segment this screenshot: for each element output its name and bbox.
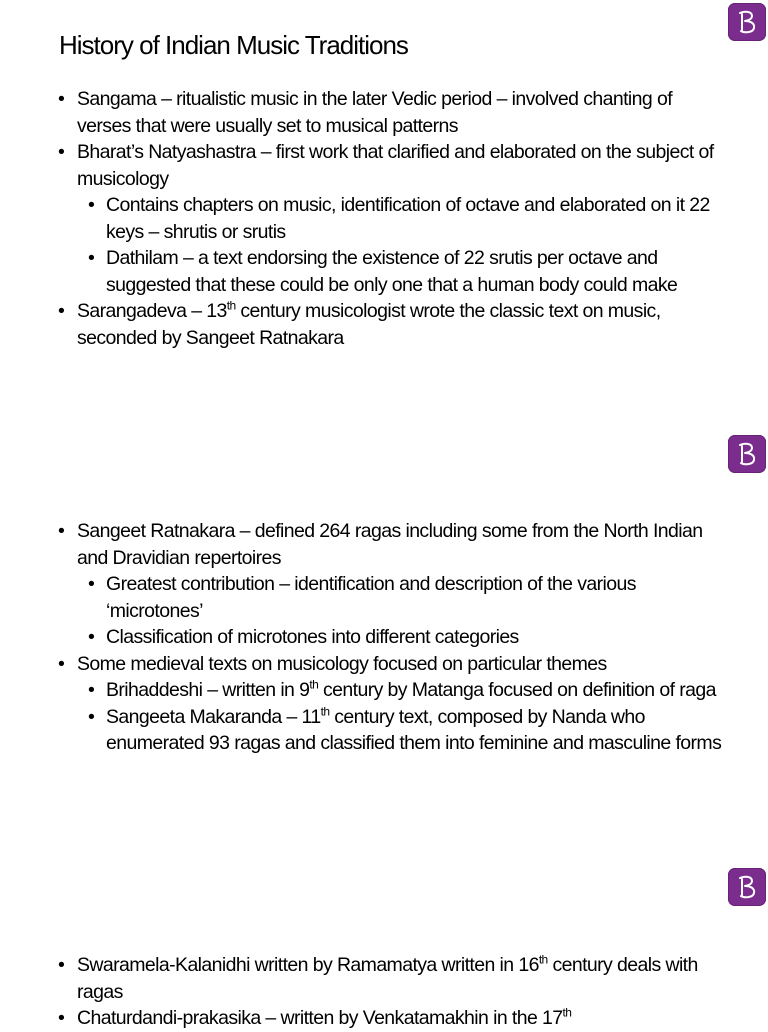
list-item-text: Some medieval texts on musicology focused on particular themes bbox=[77, 652, 607, 675]
byjus-b-logo-icon bbox=[735, 9, 759, 35]
list-item-text: Classification of microtones into different categories bbox=[106, 626, 519, 648]
list-item-text: Sangeet Ratnakara – defined 264 ragas including some from the North Indian and Dravidian repertoires bbox=[77, 520, 703, 569]
byjus-b-logo-icon bbox=[735, 874, 759, 900]
list-item-text: Bharat’s Natyashastra – first work that clarified and elaborated on the subject of musicology bbox=[77, 141, 714, 190]
text-part: century musicologist wrote the classic text on music, seconded by Sangeet Ratnakara bbox=[77, 300, 661, 349]
sub-list-item bbox=[0, 677, 768, 704]
text-part: Sangeeta Makaranda – 11 bbox=[106, 705, 321, 728]
sub-bullet-list bbox=[0, 192, 768, 298]
text-part: century text, composed by Nanda who enumerated 93 ragas and classified them into feminine and masculine forms bbox=[106, 705, 722, 754]
list-item-text: Dathilam – a text endorsing the existence of 22 srutis per octave and suggested that these could be only one that a human body could make bbox=[106, 247, 678, 296]
bullet-marker: • bbox=[58, 88, 65, 110]
bullet-marker: • bbox=[58, 652, 65, 675]
bullet-marker: • bbox=[58, 1007, 65, 1029]
page-title: History of Indian Music Traditions bbox=[59, 30, 408, 60]
slide-1 bbox=[0, 86, 768, 351]
text-part: Brihaddeshi – written in 9 bbox=[106, 679, 310, 701]
brand-logo bbox=[728, 3, 766, 41]
sub-list-item bbox=[0, 245, 768, 298]
list-item-text bbox=[106, 706, 721, 755]
bullet-marker: • bbox=[58, 300, 65, 322]
list-item-text: Contains chapters on music, identification of octave and elaborated on it 22 keys – shrutis or srutis bbox=[106, 194, 710, 243]
text-part: century deals with ragas bbox=[77, 954, 698, 1003]
byjus-b-logo-icon bbox=[735, 441, 759, 467]
list-item-text bbox=[77, 300, 661, 349]
text-part: Swaramela-Kalanidhi written by Ramamatya written in 16 bbox=[77, 954, 539, 976]
sub-bullet-list bbox=[0, 571, 768, 651]
list-item bbox=[0, 86, 768, 139]
bullet-marker: • bbox=[58, 520, 65, 542]
superscript: th bbox=[538, 952, 548, 967]
bullet-marker: • bbox=[88, 573, 95, 595]
brand-logo bbox=[728, 868, 766, 906]
superscript: th bbox=[309, 677, 319, 692]
superscript: th bbox=[562, 1005, 572, 1020]
list-item bbox=[0, 952, 768, 1005]
bullet-marker: • bbox=[88, 194, 95, 216]
text-part: century by Matanga focused on definition of raga bbox=[318, 679, 716, 701]
bullet-marker: • bbox=[88, 679, 95, 701]
bullet-marker: • bbox=[88, 705, 95, 728]
list-item bbox=[0, 139, 768, 298]
list-item-text bbox=[77, 1007, 571, 1029]
slide-3 bbox=[0, 952, 768, 1032]
bullet-marker: • bbox=[88, 247, 95, 269]
text-part: Chaturdandi-prakasika – written by Venkatamakhin in the 17 bbox=[77, 1007, 563, 1029]
superscript: th bbox=[320, 704, 330, 718]
sub-list-item bbox=[0, 192, 768, 245]
list-item bbox=[0, 298, 768, 351]
list-item-text: Sangama – ritualistic music in the later Vedic period – involved chanting of verses that were usually set to musical patterns bbox=[77, 88, 673, 137]
bullet-marker: • bbox=[88, 626, 95, 648]
bullet-marker: • bbox=[58, 141, 65, 163]
list-item-text bbox=[77, 954, 698, 1003]
sub-list-item bbox=[0, 571, 768, 624]
list-item bbox=[0, 1005, 768, 1032]
list-item-text bbox=[106, 679, 716, 701]
sub-list-item bbox=[0, 624, 768, 651]
text-part: Sarangadeva – 13 bbox=[77, 300, 227, 322]
list-item bbox=[0, 518, 768, 651]
superscript: th bbox=[226, 298, 236, 313]
bullet-marker: • bbox=[58, 954, 65, 976]
slide-2 bbox=[0, 518, 768, 757]
list-item-text: Greatest contribution – identification and description of the various ‘microtones’ bbox=[106, 573, 636, 622]
bullet-list bbox=[0, 952, 768, 1032]
sub-list-item bbox=[0, 704, 768, 757]
bullet-list bbox=[0, 518, 768, 757]
brand-logo bbox=[728, 435, 766, 473]
bullet-list bbox=[0, 86, 768, 351]
list-item bbox=[0, 651, 768, 757]
sub-bullet-list bbox=[0, 677, 768, 757]
